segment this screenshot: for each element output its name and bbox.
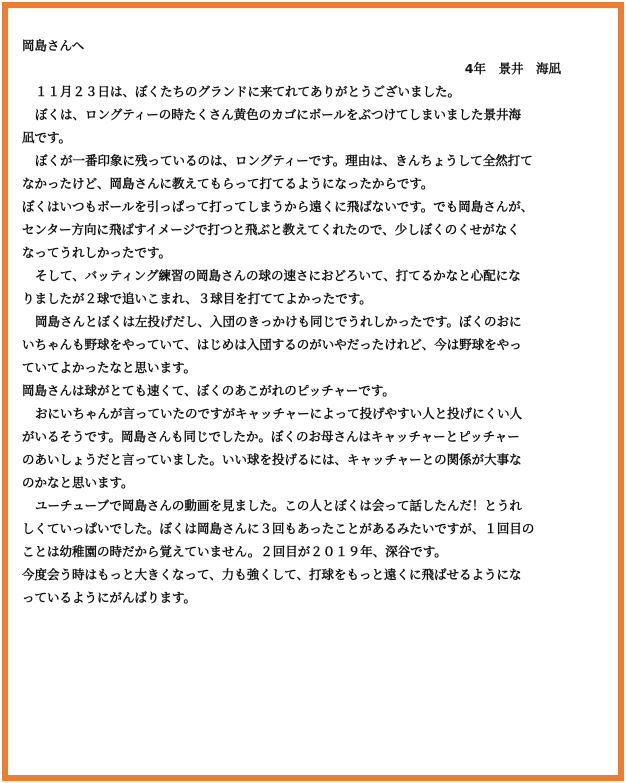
letter-line: ていてよかったなと思います。	[22, 360, 197, 375]
letter-line: ぼくが一番印象に残っているのは、ロングティーです。理由は、きんちょうして全然打て	[35, 153, 533, 168]
letter-line: 今度会う時はもっと大きくなって、力も強くして、打球をもっと遠くに飛ばせるようにな	[22, 567, 522, 582]
letter-line: しくていっぱいでした。ぼくは岡島さんに３回もあったことがあるみたいですが、１回目の	[22, 521, 535, 536]
letter-line: っているようにがんばります。	[22, 590, 197, 605]
letter-line: おにいちゃんが言っていたのですがキャッチャーによって投げやすい人と投げにくい人	[35, 406, 523, 421]
letter-line: そして、バッティング練習の岡島さんの球の速さにおどろいて、打てるかなと心配にな	[35, 268, 521, 283]
letter-line: 岡島さんとぼくは左投げだし、入団のきっかけも同じでうれしかったです。ぼくのおに	[35, 314, 522, 329]
letter-line: なってうれしかったです。	[22, 245, 172, 260]
letter-line: ぼくはいつもボールを引っぱって打ってしまうから遠くに飛ばないです。でも岡島さんが、	[22, 199, 534, 214]
author-line: 4年 景井 海凪	[464, 61, 561, 76]
letter-line: のあいしょうだと言っていました。いい球を投げるには、キャッチャーとの関係が大事な	[22, 452, 522, 467]
letter-line: なかったけど、岡島さんに教えてもらって打てるようになったからです。	[22, 176, 434, 191]
letter-line: のかなと思います。	[22, 475, 134, 490]
letter-line: 岡島さんは球がとても速くて、ぼくのあこがれのピッチャーです。	[22, 383, 395, 398]
letter-line: ことは幼稚園の時だから覚えていません。２回目が２０１９年、深谷です。	[22, 544, 447, 559]
letter-line: ぼくは、ロングティーの時たくさん黄色のカゴにボールをぶつけてしまいました景井海	[35, 107, 522, 122]
letter-line: 凪です。	[22, 130, 72, 145]
letter-lines	[22, 80, 597, 609]
letter-line: ユーチューブで岡島さんの動画を見ました。この人とぼくは会って話したんだ！とうれ	[35, 498, 522, 513]
letter-line: いちゃんも野球をやっていて、はじめは入団するのがいやだったけれど、今は野球をやっ	[22, 337, 522, 352]
letter-line: １１月２３日は、ぼくたちのグランドに来てれてありがとうございました。	[35, 84, 461, 99]
letter-line: りましたが２球で追いこまれ、３球目を打ててよかったです。	[22, 291, 372, 306]
letter-line: センター方向に飛ばすイメージで打つと飛ぶと教えてくれたので、少しぼくのくせがなく	[22, 222, 520, 237]
letter-body	[22, 34, 597, 609]
letter-line: がいるそうです。岡島さんも同じでしたか。ぼくのお母さんはキャッチャーとピッチャー	[22, 429, 520, 444]
salutation: 岡島さんへ	[22, 38, 85, 53]
